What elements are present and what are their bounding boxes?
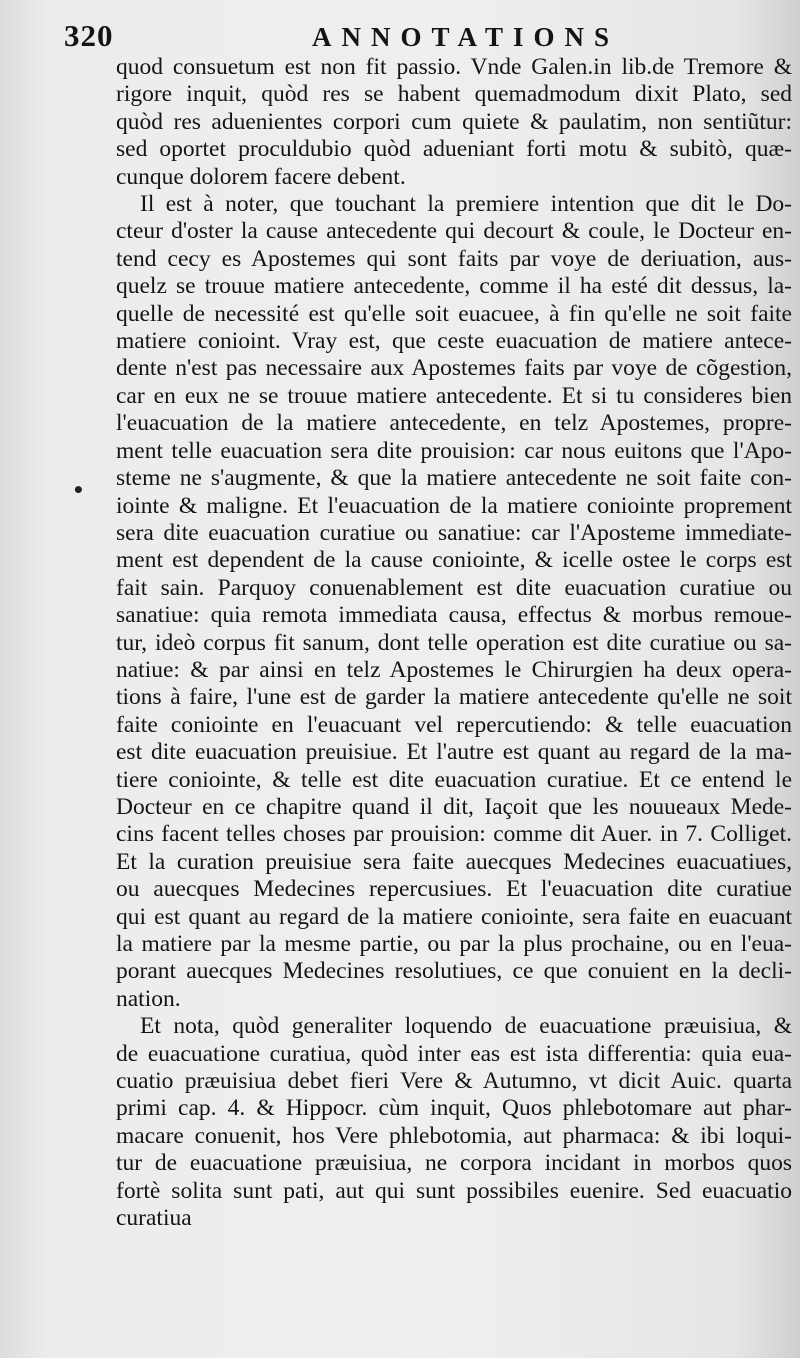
text-line: Et la curation preuisiue sera faite auecques Medecines euacuatiues, [116, 848, 792, 875]
text-line: porant auecques Medecines resolutiues, ce que conuient en la decli- [116, 958, 792, 985]
text-line: faite coniointe en l'euacuant vel repercutiendo: & telle euacuation [116, 711, 792, 738]
margin-mark: • [72, 478, 85, 502]
text-line: cunque dolorem facere debent. [116, 163, 406, 190]
text-line: dente n'est pas necessaire aux Apostemes faits par voye de cõgestion, [116, 355, 792, 382]
text-line: cuatio præuisiua debet fieri Vere & Autumno, vt dicit Auic. quarta [116, 1068, 792, 1095]
text-line: matiere conioint. Vray est, que ceste euacuation de matiere antece- [116, 328, 792, 355]
text-line: de euacuatione curatiua, quòd inter eas est ista differentia: quia eua- [116, 1040, 792, 1067]
text-line: Et nota, quòd generaliter loquendo de euacuatione præuisiua, & [140, 1013, 792, 1040]
text-line: tur de euacuatione præuisiua, ne corpora incidant in morbos quos [116, 1150, 792, 1177]
text-line: qui est quant au regard de la matiere coniointe, sera faite en euacuant [116, 903, 792, 930]
text-line: Il est à noter, que touchant la premiere intention que dit le Do- [140, 191, 792, 218]
text-line: tions à faire, l'une est de garder la matiere antecedente qu'elle ne soit [116, 684, 792, 711]
text-line: tur, ideò corpus fit sanum, dont telle operation est dite curatiue ou sa- [116, 629, 792, 656]
text-line: iointe & maligne. Et l'euacuation de la matiere coniointe proprement [116, 492, 792, 519]
text-line: cins facent telles choses par prouision: comme dit Auer. in 7. Colliget. [116, 821, 792, 848]
text-line: quòd res aduenientes corpori cum quiete & paulatim, non sentiũtur: [116, 108, 792, 135]
text-line: curatiua [116, 1205, 192, 1232]
text-line: Docteur en ce chapitre quand il dit, Iaçoit que les nouueaux Mede- [116, 793, 792, 820]
text-line: ment telle euacuation sera dite prouision: car nous euitons que l'Apo- [116, 437, 792, 464]
text-line: fortè solita sunt pati, aut qui sunt possibiles euenire. Sed euacuatio [116, 1177, 792, 1204]
text-line: ou auecques Medecines repercusiues. Et l'euacuation dite curatiue [116, 876, 792, 903]
page-header [0, 14, 800, 54]
body-text [116, 54, 792, 1232]
text-line: car en eux ne se trouue matiere antecedente. Et si tu consideres bien [116, 382, 792, 409]
text-line: sera dite euacuation curatiue ou sanatiue: car l'Aposteme immediate- [116, 519, 792, 546]
text-line: natiue: & par ainsi en telz Apostemes le Chirurgien ha deux opera- [116, 656, 792, 683]
text-line: rigore inquit, quòd res se habent quemadmodum dixit Plato, sed [116, 81, 792, 108]
text-line: l'euacuation de la matiere antecedente, en telz Apostemes, propre- [116, 410, 792, 437]
page-number: 320 [64, 18, 114, 53]
text-line: cteur d'oster la cause antecedente qui decourt & coule, le Docteur en- [116, 218, 792, 245]
text-line: fait sain. Parquoy conuenablement est dite euacuation curatiue ou [116, 574, 792, 601]
text-line: la matiere par la mesme partie, ou par la plus prochaine, ou en l'eua- [116, 931, 792, 957]
text-line: macare conuenit, hos Vere phlebotomia, aut pharmaca: & ibi loqui- [116, 1122, 792, 1149]
text-line: ment est dependent de la cause coniointe, & icelle ostee le corps est [116, 547, 792, 574]
text-line: quelz se trouue matiere antecedente, comme il ha esté dit dessus, la- [116, 273, 792, 300]
text-line: primi cap. 4. & Hippocr. cùm inquit, Quos phlebotomare aut phar- [116, 1095, 792, 1122]
text-line: quod consuetum est non fit passio. Vnde Galen.in lib.de Tremore & [116, 54, 792, 80]
text-line: tiere coniointe, & telle est dite euacuation curatiue. Et ce entend le [116, 766, 792, 793]
text-line: nation. [116, 985, 181, 1012]
running-title: ANNOTATIONS [312, 22, 620, 52]
text-line: steme ne s'augmente, & que la matiere antecedente ne soit faite con- [116, 465, 792, 492]
text-line: tend cecy es Apostemes qui sont faits par voye de deriuation, aus- [116, 245, 792, 272]
text-line: sed oportet proculdubio quòd adueniant forti motu & subitò, quæ- [116, 136, 792, 163]
text-line: sanatiue: quia remota immediata causa, effectus & morbus remoue- [116, 602, 792, 629]
text-line: quelle de necessité est qu'elle soit euacuee, à fin qu'elle ne soit faite [116, 300, 792, 327]
text-line: est dite euacuation preuisiue. Et l'autre est quant au regard de la ma- [116, 739, 792, 766]
